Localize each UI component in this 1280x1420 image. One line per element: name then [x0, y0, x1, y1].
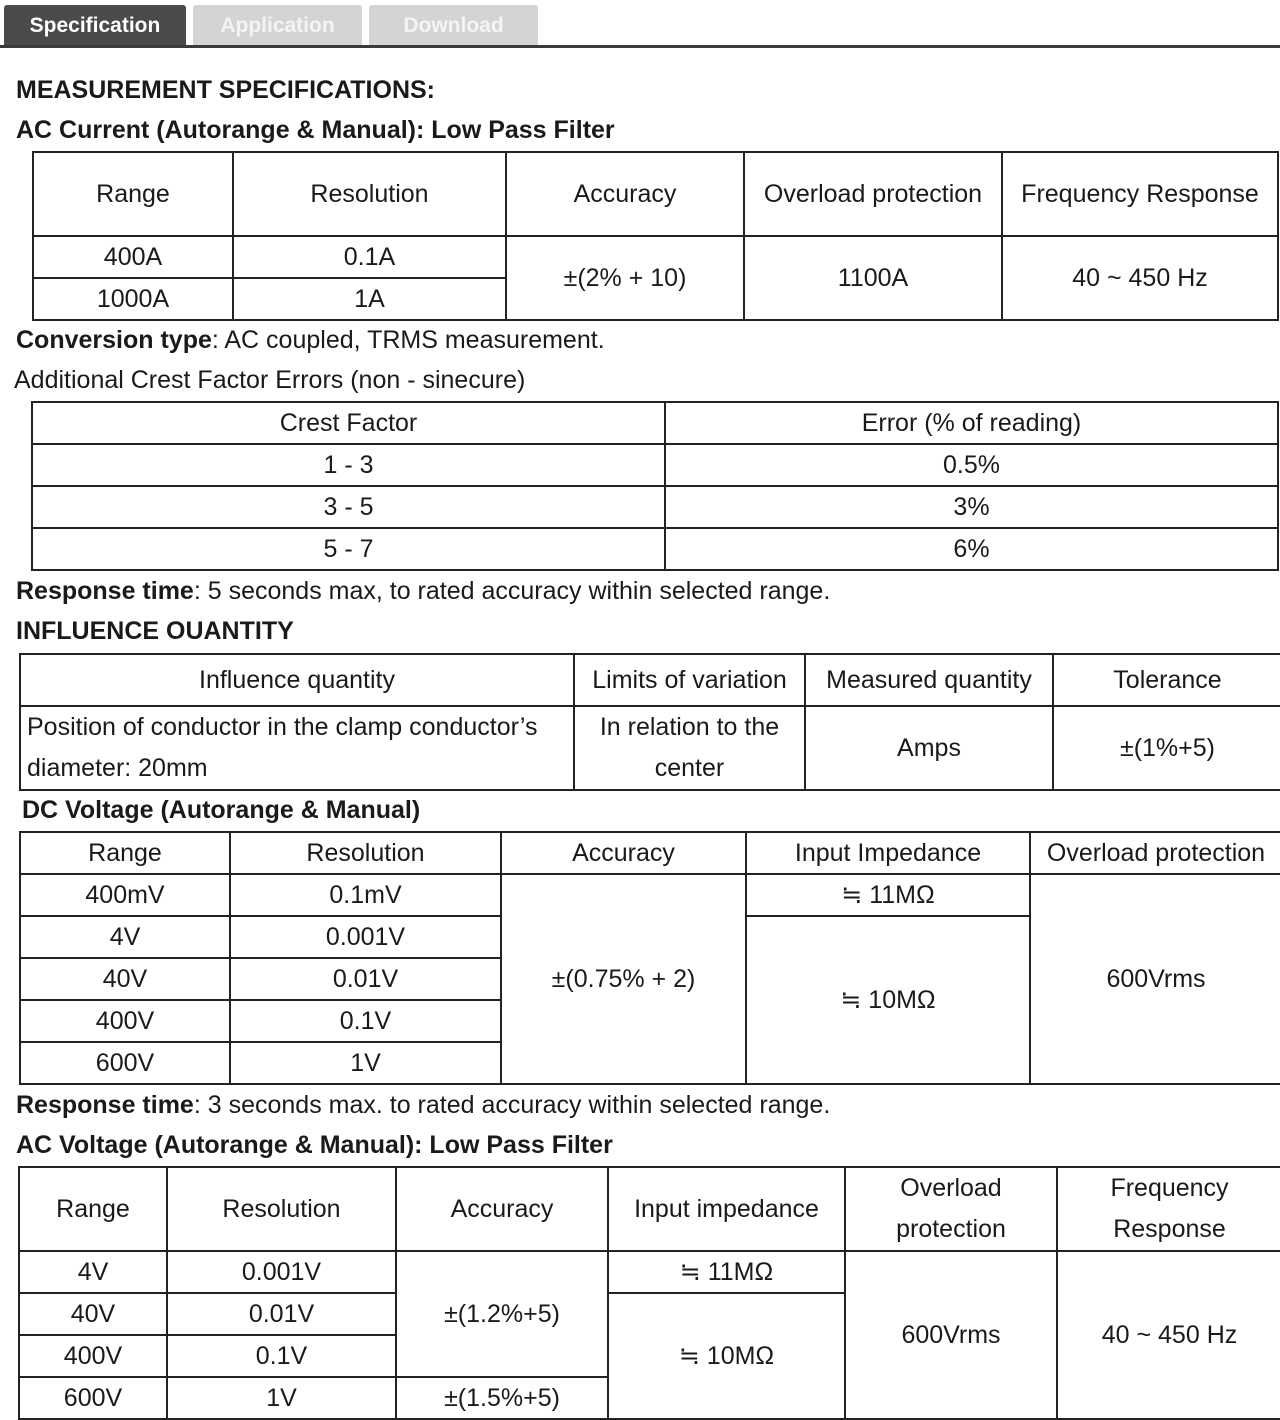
header-measured: Measured quantity: [805, 654, 1053, 706]
cell-range: 4V: [20, 916, 230, 958]
cell-range: 40V: [19, 1293, 167, 1335]
cell-range: 1000A: [33, 278, 233, 320]
influence-table: [19, 653, 1280, 791]
cell-resolution: 0.1mV: [230, 874, 501, 916]
cell-error: 6%: [665, 528, 1278, 570]
header-influence-quantity: Influence quantity: [20, 654, 574, 706]
tab-bar: [0, 0, 1280, 48]
header-crest-factor: Crest Factor: [32, 402, 665, 444]
cell-resolution: 0.1V: [167, 1335, 396, 1377]
cell-resolution: 0.1V: [230, 1000, 501, 1042]
cell-tolerance: ±(1%+5): [1053, 706, 1280, 790]
cell-impedance: ≒ 11MΩ: [746, 874, 1030, 916]
header-frequency: Frequency Response: [1002, 152, 1278, 236]
header-overload: Overload protection: [845, 1167, 1057, 1251]
header-resolution: Resolution: [230, 832, 501, 874]
header-frequency: Frequency Response: [1057, 1167, 1280, 1251]
cell-overload: 600Vrms: [845, 1251, 1057, 1419]
influence-heading: INFLUENCE OUANTITY: [16, 617, 294, 645]
cell-impedance: ≒ 10MΩ: [608, 1293, 845, 1419]
cell-overload: 1100A: [744, 236, 1002, 320]
header-accuracy: Accuracy: [501, 832, 746, 874]
response-time-1: [16, 576, 830, 606]
ac-current-heading: AC Current (Autorange & Manual): Low Pass Filter: [16, 116, 615, 144]
cell-impedance: ≒ 10MΩ: [746, 916, 1030, 1084]
response-time-text: : 5 seconds max, to rated accuracy within selected range.: [193, 577, 831, 605]
cell-range: 600V: [20, 1042, 230, 1084]
header-accuracy: Accuracy: [506, 152, 744, 236]
cell-frequency: 40 ~ 450 Hz: [1057, 1251, 1280, 1419]
header-overload: Overload protection: [1030, 832, 1280, 874]
header-input-impedance: Input Impedance: [746, 832, 1030, 874]
cell-resolution: 1A: [233, 278, 506, 320]
header-error: Error (% of reading): [665, 402, 1278, 444]
cell-crest-factor: 1 - 3: [32, 444, 665, 486]
cell-error: 3%: [665, 486, 1278, 528]
cell-range: 400mV: [20, 874, 230, 916]
cell-accuracy: ±(2% + 10): [506, 236, 744, 320]
header-range: Range: [19, 1167, 167, 1251]
crest-caption: Additional Crest Factor Errors (non - sinecure): [14, 366, 526, 394]
cell-resolution: 0.01V: [230, 958, 501, 1000]
cell-influence-quantity: Position of conductor in the clamp conductor’s diameter: 20mm: [20, 706, 574, 790]
cell-resolution: 0.001V: [230, 916, 501, 958]
crest-factor-table: [31, 401, 1279, 571]
page-title: MEASUREMENT SPECIFICATIONS:: [16, 76, 435, 104]
dc-voltage-table: [19, 831, 1280, 1085]
cell-range: 600V: [19, 1377, 167, 1419]
cell-range: 4V: [19, 1251, 167, 1293]
cell-range: 40V: [20, 958, 230, 1000]
cell-accuracy: ±(1.5%+5): [396, 1377, 608, 1419]
tab-specification[interactable]: Specification: [4, 5, 186, 45]
header-limits: Limits of variation: [574, 654, 805, 706]
cell-resolution: 0.1A: [233, 236, 506, 278]
response-time-label: Response time: [16, 577, 194, 605]
tab-application[interactable]: Application: [193, 5, 362, 45]
cell-impedance: ≒ 11MΩ: [608, 1251, 845, 1293]
header-resolution: Resolution: [233, 152, 506, 236]
cell-crest-factor: 3 - 5: [32, 486, 665, 528]
cell-overload: 600Vrms: [1030, 874, 1280, 1084]
response-time-2: [16, 1090, 830, 1120]
header-overload: Overload protection: [744, 152, 1002, 236]
cell-range: 400V: [19, 1335, 167, 1377]
cell-frequency: 40 ~ 450 Hz: [1002, 236, 1278, 320]
cell-resolution: 0.001V: [167, 1251, 396, 1293]
cell-range: 400A: [33, 236, 233, 278]
response-time-text: : 3 seconds max. to rated accuracy within selected range.: [193, 1091, 831, 1119]
response-time-label: Response time: [16, 1091, 194, 1119]
cell-accuracy: ±(1.2%+5): [396, 1251, 608, 1377]
cell-resolution: 1V: [230, 1042, 501, 1084]
header-resolution: Resolution: [167, 1167, 396, 1251]
conversion-type: [16, 325, 605, 355]
cell-measured: Amps: [805, 706, 1053, 790]
cell-crest-factor: 5 - 7: [32, 528, 665, 570]
conversion-label: Conversion type: [16, 326, 212, 354]
tab-download[interactable]: Download: [369, 5, 538, 45]
cell-range: 400V: [20, 1000, 230, 1042]
header-accuracy: Accuracy: [396, 1167, 608, 1251]
cell-resolution: 0.01V: [167, 1293, 396, 1335]
cell-limits: In relation to the center: [574, 706, 805, 790]
cell-error: 0.5%: [665, 444, 1278, 486]
header-tolerance: Tolerance: [1053, 654, 1280, 706]
ac-current-table: [32, 151, 1279, 321]
header-range: Range: [20, 832, 230, 874]
header-range: Range: [33, 152, 233, 236]
ac-voltage-table: [18, 1166, 1280, 1420]
cell-resolution: 1V: [167, 1377, 396, 1419]
dc-voltage-heading: DC Voltage (Autorange & Manual): [22, 796, 421, 824]
header-input-impedance: Input impedance: [608, 1167, 845, 1251]
ac-voltage-heading: AC Voltage (Autorange & Manual): Low Pass Filter: [16, 1131, 613, 1159]
cell-accuracy: ±(0.75% + 2): [501, 874, 746, 1084]
conversion-text: : AC coupled, TRMS measurement.: [211, 326, 605, 354]
